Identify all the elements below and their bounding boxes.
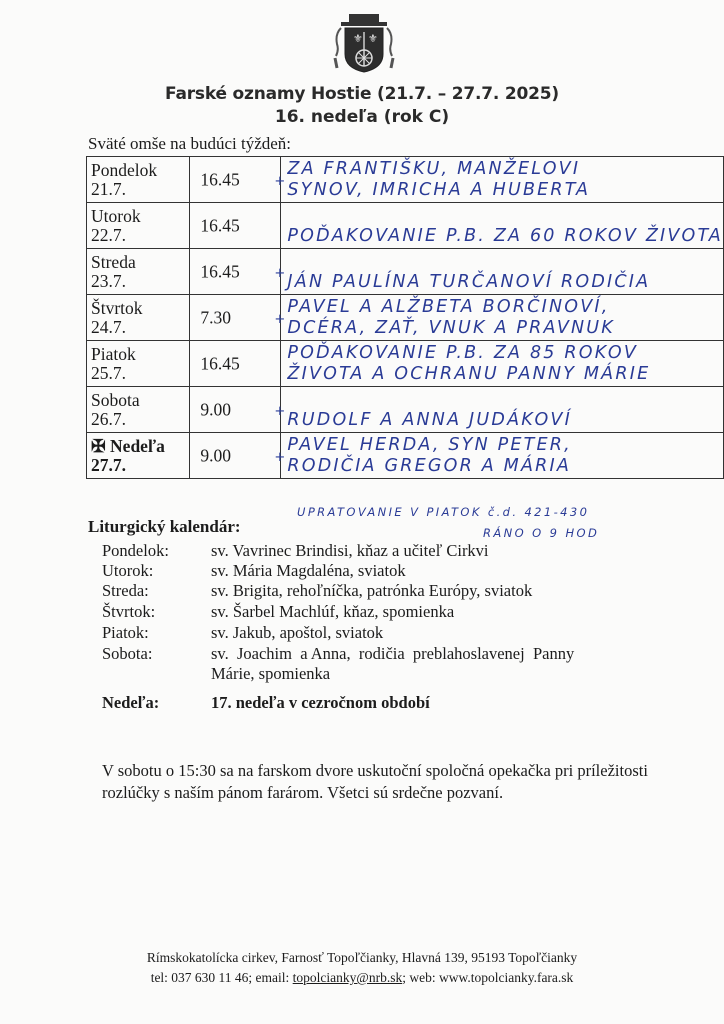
parish-crest-icon <box>329 10 399 74</box>
mass-time: 9.00 <box>200 445 231 465</box>
mass-time: 16.45 <box>200 169 240 189</box>
liturgical-text-line: sv. Joachim a Anna, rodičia preblahoslavenej Panny <box>211 644 575 663</box>
mass-time-cell <box>190 295 286 341</box>
mass-row <box>87 295 724 341</box>
footer-contact <box>0 970 724 986</box>
liturgical-text <box>211 581 641 601</box>
mass-intention-cell <box>281 295 724 341</box>
mass-day: Piatok <box>91 343 136 364</box>
liturgical-text-line: sv. Šarbel Machlúf, kňaz, spomienka <box>211 602 455 621</box>
intention-line2: POĎAKOVANIE P.B. ZA 60 ROKOV ŽIVOTA <box>287 225 723 246</box>
footer-email-link[interactable]: topolcianky@nrb.sk <box>292 970 403 985</box>
mass-intention-cell <box>281 203 724 249</box>
liturgical-text <box>211 693 641 713</box>
liturgical-row <box>102 581 641 601</box>
mass-row <box>87 387 724 433</box>
mass-date: 21.7. <box>91 178 126 199</box>
footer-web: ; web: www.topolcianky.fara.sk <box>402 970 574 985</box>
mass-day: Utorok <box>91 205 141 226</box>
liturgical-text <box>211 561 641 581</box>
liturgical-row <box>102 644 641 684</box>
mass-intention-cell <box>281 341 724 387</box>
mass-time: 16.45 <box>200 215 240 235</box>
footer-tel: tel: 037 630 11 46; email: <box>150 970 293 985</box>
mass-date: 22.7. <box>91 224 126 245</box>
mass-day: Štvrtok <box>91 297 143 318</box>
intention-line1: POĎAKOVANIE P.B. ZA 85 ROKOV <box>287 342 639 363</box>
liturgical-text <box>211 541 641 561</box>
intention-line2: JÁN PAULÍNA TURČANOVÍ RODIČIA <box>287 271 651 292</box>
liturgical-day: Utorok: <box>102 561 154 580</box>
page-subtitle: 16. nedeľa (rok C) <box>274 107 450 127</box>
mass-day: Streda <box>91 251 136 272</box>
liturgical-text <box>211 644 641 684</box>
intention-line2: SYNOV, IMRICHA A HUBERTA <box>287 179 591 200</box>
mass-day-cell <box>87 295 190 341</box>
mass-time-cell <box>190 387 286 433</box>
mass-row <box>87 203 724 249</box>
liturgical-text-line: 17. nedeľa v cezročnom období <box>211 693 430 712</box>
liturgical-row <box>102 693 641 713</box>
intention-line1: PAVEL HERDA, SYN PETER, <box>287 434 572 455</box>
liturgical-row <box>102 541 641 561</box>
mass-date: 26.7. <box>91 408 126 429</box>
mass-time-cell <box>190 249 286 295</box>
intention-line2: RODIČIA GREGOR A MÁRIA <box>287 455 572 476</box>
mass-row <box>87 341 724 387</box>
masses-heading: Sväté omše na budúci týždeň: <box>88 134 292 153</box>
liturgical-day: Sobota: <box>102 644 153 663</box>
page-title: Farské oznamy Hostie (21.7. – 27.7. 2025) <box>165 84 559 104</box>
announcement: V sobotu o 15:30 sa na farskom dvore uskutoční spoločná opekačka pri príležitosti rozlúčky s naším pánom farárom. Všetci sú srdečne pozvaní. <box>102 761 648 802</box>
svg-text:⚜: ⚜ <box>368 32 378 45</box>
mass-day-cell <box>87 249 190 295</box>
liturgical-heading: Liturgický kalendár: <box>88 517 241 536</box>
liturgical-day: Pondelok: <box>102 541 169 560</box>
mass-time-cell <box>190 203 281 249</box>
mass-day: Sobota <box>91 389 140 410</box>
liturgical-day: Štvrtok: <box>102 602 156 621</box>
mass-date: 25.7. <box>91 362 126 383</box>
deceased-cross-icon: + <box>274 265 286 281</box>
deceased-cross-icon: + <box>274 173 286 189</box>
mass-time-cell <box>190 157 286 203</box>
liturgical-row <box>102 602 641 622</box>
intention-line2: DCÉRA, ZAŤ, VNUK A PRAVNUK <box>287 317 615 338</box>
mass-row <box>87 433 724 479</box>
mass-time: 16.45 <box>200 353 240 373</box>
liturgical-text-line: sv. Mária Magdaléna, sviatok <box>211 561 406 580</box>
mass-day-cell <box>87 341 190 387</box>
deceased-cross-icon: + <box>274 311 286 327</box>
liturgical-day: Streda: <box>102 581 149 600</box>
mass-schedule-table <box>86 156 724 479</box>
mass-day: ✠ Nedeľa <box>91 435 165 456</box>
mass-day-cell <box>87 157 190 203</box>
mass-day-cell <box>87 433 190 479</box>
mass-time-cell <box>190 341 281 387</box>
liturgical-text <box>211 623 641 643</box>
footer-address: Rímskokatolícka cirkev, Farnosť Topoľčianky, Hlavná 139, 95193 Topoľčianky <box>146 950 578 965</box>
svg-text:⚜: ⚜ <box>353 32 363 45</box>
mass-intention-cell <box>281 157 724 203</box>
liturgical-text-line: sv. Vavrinec Brindisi, kňaz a učiteľ Cirkvi <box>211 541 489 560</box>
mass-time: 16.45 <box>200 261 240 281</box>
deceased-cross-icon: + <box>274 403 286 419</box>
mass-day: Pondelok <box>91 159 158 180</box>
handwritten-note-line1: UPRATOVANIE V PIATOK č.d. 421-430 <box>297 505 590 519</box>
liturgical-row <box>102 623 641 643</box>
mass-day-cell <box>87 387 190 433</box>
mass-time: 9.00 <box>200 399 231 419</box>
intention-line2: ŽIVOTA A OCHRANU PANNY MÁRIE <box>287 363 651 384</box>
mass-day-cell <box>87 203 190 249</box>
mass-intention-cell <box>281 249 724 295</box>
liturgical-day: Piatok: <box>102 623 149 642</box>
mass-row <box>87 249 724 295</box>
handwritten-note-line2: RÁNO O 9 HOD <box>483 526 600 540</box>
mass-date: 27.7. <box>91 454 126 475</box>
mass-date: 23.7. <box>91 270 126 291</box>
liturgical-text-line2: Márie, spomienka <box>211 664 331 683</box>
liturgical-day: Nedeľa: <box>102 693 160 712</box>
mass-row <box>87 157 724 203</box>
mass-time: 7.30 <box>200 307 231 327</box>
liturgical-text <box>211 602 641 622</box>
mass-date: 24.7. <box>91 316 126 337</box>
mass-time-cell <box>190 433 286 479</box>
intention-line1: PAVEL A ALŽBETA BORČINOVÍ, <box>287 296 610 317</box>
mass-intention-cell <box>281 433 724 479</box>
liturgical-text-line: sv. Jakub, apoštol, sviatok <box>211 623 384 642</box>
mass-intention-cell <box>281 387 724 433</box>
liturgical-text-line: sv. Brigita, rehoľníčka, patrónka Európy, sviatok <box>211 581 533 600</box>
liturgical-row <box>102 561 641 581</box>
intention-line1: ZA FRANTIŠKU, MANŽELOVI <box>287 158 581 179</box>
intention-line2: RUDOLF A ANNA JUDÁKOVÍ <box>287 409 572 430</box>
deceased-cross-icon: + <box>274 449 286 465</box>
